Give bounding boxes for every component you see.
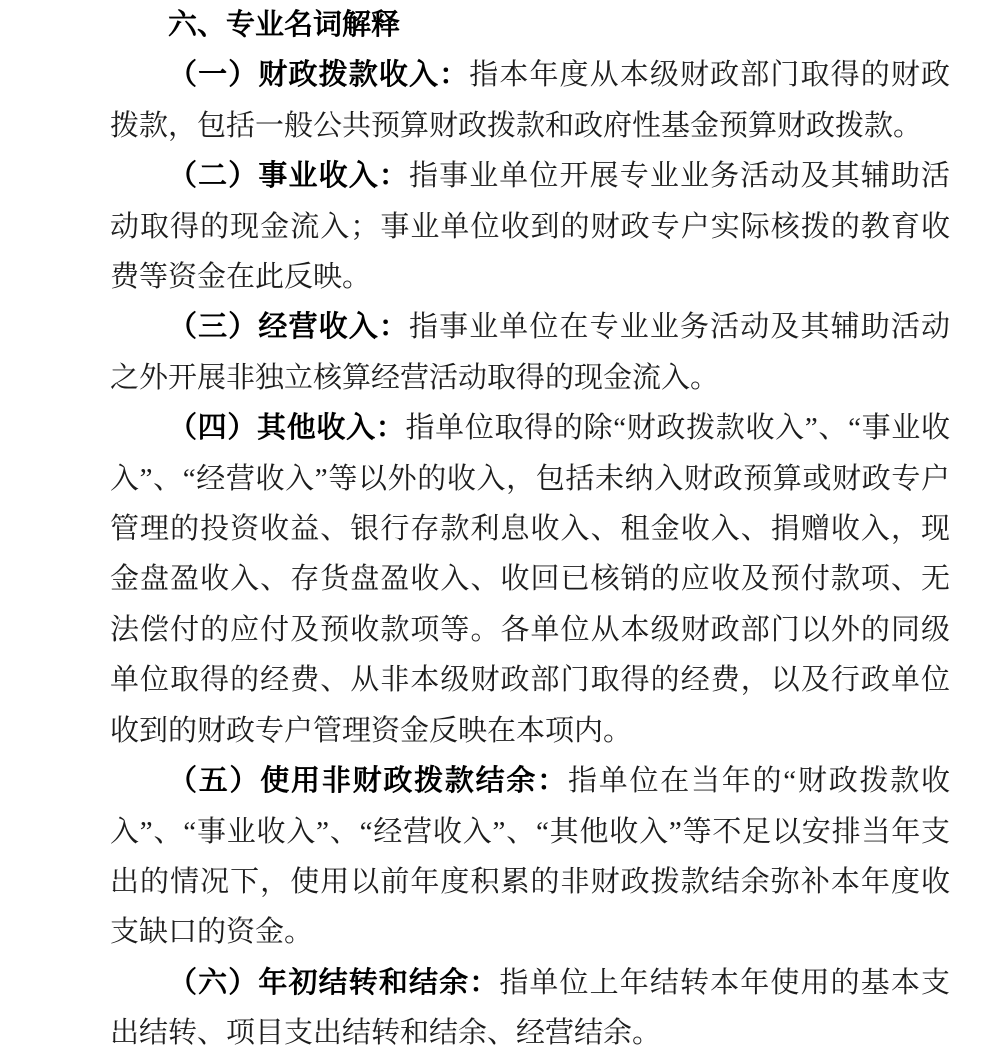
term-label: （四）其他收入： (168, 412, 406, 445)
term-paragraph-beginning-year-carryover (110, 958, 950, 1059)
term-label: （五）使用非财政拨款结余： (168, 765, 568, 798)
term-definition: 指单位取得的除“财政拨款收入”、“事业收入”、“经营收入”等以外的收入，包括未纳入财政预算或财政专户管理的投资收益、银行存款利息收入、租金收入、捐赠收入，现金盘盈收入、存货盘盈收入、收回已核销的应收及预付款项、无法偿付的应付及预收款项等。各单位从本级财政部门以外的同级单位取得的经费、从非本级财政部门取得的经费，以及行政单位收到的财政专户管理资金反映在本项内。 (110, 412, 950, 747)
term-definition: 指事业单位在专业业务活动及其辅助活动之外开展非独立核算经营活动取得的现金流入。 (110, 311, 950, 394)
term-definition: 指单位上年结转本年使用的基本支出结转、项目支出结转和结余、经营结余。 (110, 966, 950, 1050)
term-label: （六）年初结转和结余： (168, 966, 500, 999)
term-paragraph-operating-income-public (110, 151, 950, 302)
term-definition: 指事业单位开展专业业务活动及其辅助活动取得的现金流入；事业单位收到的财政专户实际核拨的教育收费等资金在此反映。 (110, 160, 950, 294)
term-paragraph-other-income (110, 403, 950, 756)
term-label: （一）财政拨款收入： (168, 59, 470, 92)
term-definition: 指单位在当年的“财政拨款收入”、“事业收入”、“经营收入”、“其他收入”等不足以安排当年支出的情况下，使用以前年度积累的非财政拨款结余弥补本年度收支缺口的资金。 (110, 765, 950, 949)
term-paragraph-non-fiscal-surplus-use (110, 756, 950, 958)
term-paragraph-business-income (110, 302, 950, 403)
term-paragraph-fiscal-appropriation-income (110, 50, 950, 151)
term-label: （二）事业收入： (168, 160, 409, 193)
term-definition: 指本年度从本级财政部门取得的财政拨款，包括一般公共预算财政拨款和政府性基金预算财政拨款。 (110, 59, 950, 142)
term-label: （三）经营收入： (168, 311, 409, 344)
section-title: 六、专业名词解释 (168, 9, 401, 41)
